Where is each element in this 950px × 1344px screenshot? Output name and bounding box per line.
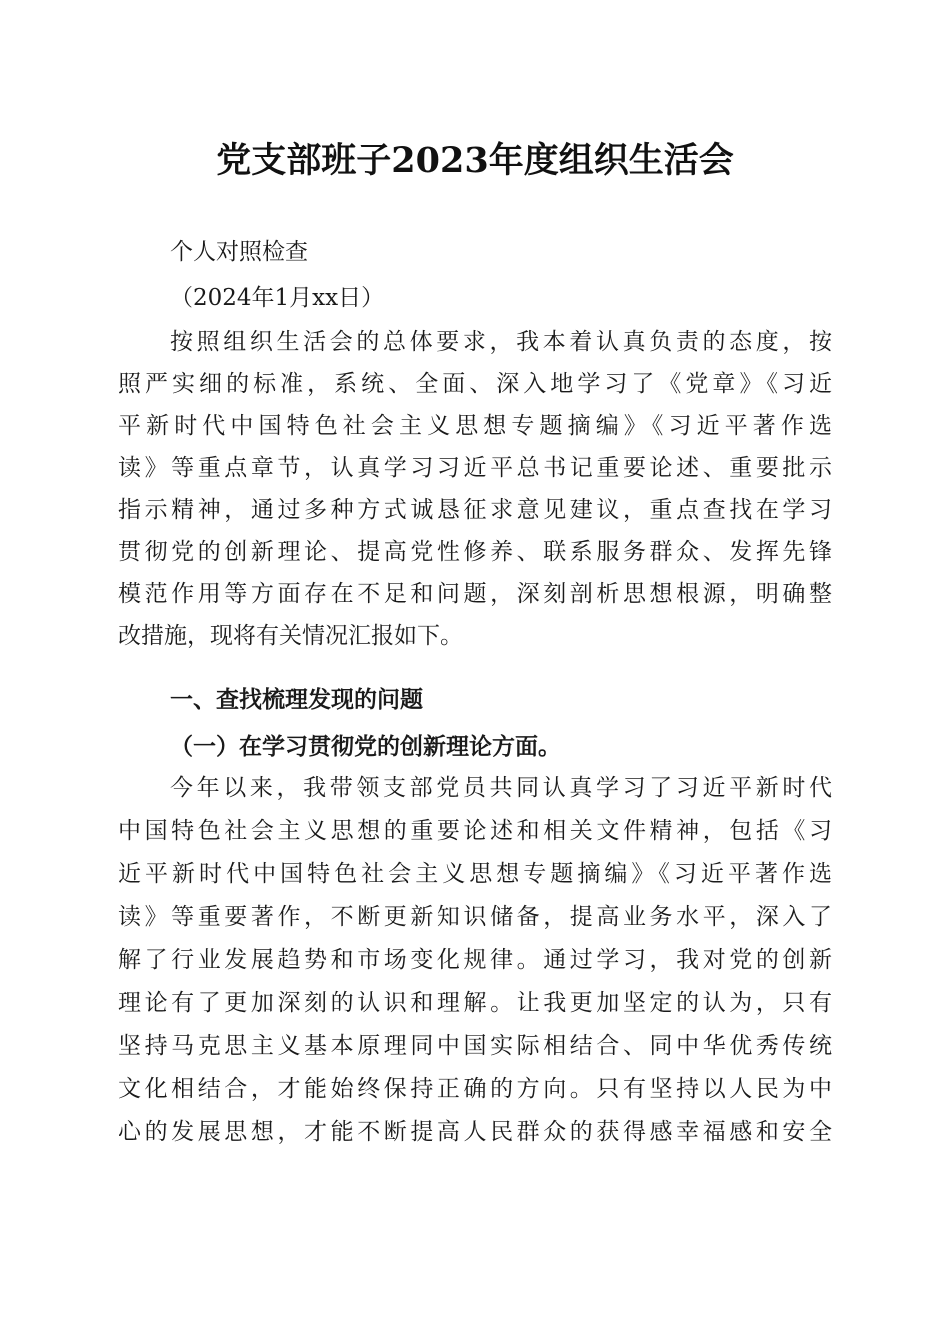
- section-heading: 一、查找梳理发现的问题: [170, 687, 423, 713]
- document-date: （2024年1月xx日）: [170, 285, 385, 311]
- paragraph-line: 读》等重点章节，认真学习习近平总书记重要论述、重要批示: [118, 455, 832, 481]
- paragraph-line: 文化相结合，才能始终保持正确的方向。只有坚持以人民为中: [118, 1076, 832, 1102]
- document-subtitle: 个人对照检查: [170, 239, 308, 265]
- paragraph-line: 解了行业发展趋势和市场变化规律。通过学习，我对党的创新: [118, 947, 832, 973]
- paragraph-line: 模范作用等方面存在不足和问题，深刻剖析思想根源，明确整: [118, 581, 832, 607]
- paragraph-line: 今年以来，我带领支部党员共同认真学习了习近平新时代: [170, 775, 832, 801]
- paragraph-line: 理论有了更加深刻的认识和理解。让我更加坚定的认为，只有: [118, 990, 832, 1016]
- document-title: 党支部班子2023年度组织生活会: [216, 140, 734, 181]
- section-subheading: （一）在学习贯彻党的创新理论方面。: [170, 733, 561, 760]
- paragraph-line: 平新时代中国特色社会主义思想专题摘编》《习近平著作选: [118, 413, 832, 439]
- paragraph-line: 改措施，现将有关情况汇报如下。: [118, 623, 463, 649]
- paragraph-line: 读》等重要著作，不断更新知识储备，提高业务水平，深入了: [118, 904, 832, 930]
- paragraph-line: 指示精神，通过多种方式诚恳征求意见建议，重点查找在学习: [118, 497, 832, 523]
- paragraph-line: 近平新时代中国特色社会主义思想专题摘编》《习近平著作选: [118, 861, 832, 887]
- paragraph-line: 照严实细的标准，系统、全面、深入地学习了《党章》《习近: [118, 371, 832, 397]
- paragraph-line: 坚持马克思主义基本原理同中国实际相结合、同中华优秀传统: [118, 1033, 832, 1059]
- paragraph-line: 中国特色社会主义思想的重要论述和相关文件精神，包括《习: [118, 818, 832, 844]
- paragraph-line: 按照组织生活会的总体要求，我本着认真负责的态度，按: [170, 329, 832, 355]
- paragraph-line: 贯彻党的创新理论、提高党性修养、联系服务群众、发挥先锋: [118, 539, 832, 565]
- paragraph-line: 心的发展思想，才能不断提高人民群众的获得感幸福感和安全: [118, 1119, 832, 1145]
